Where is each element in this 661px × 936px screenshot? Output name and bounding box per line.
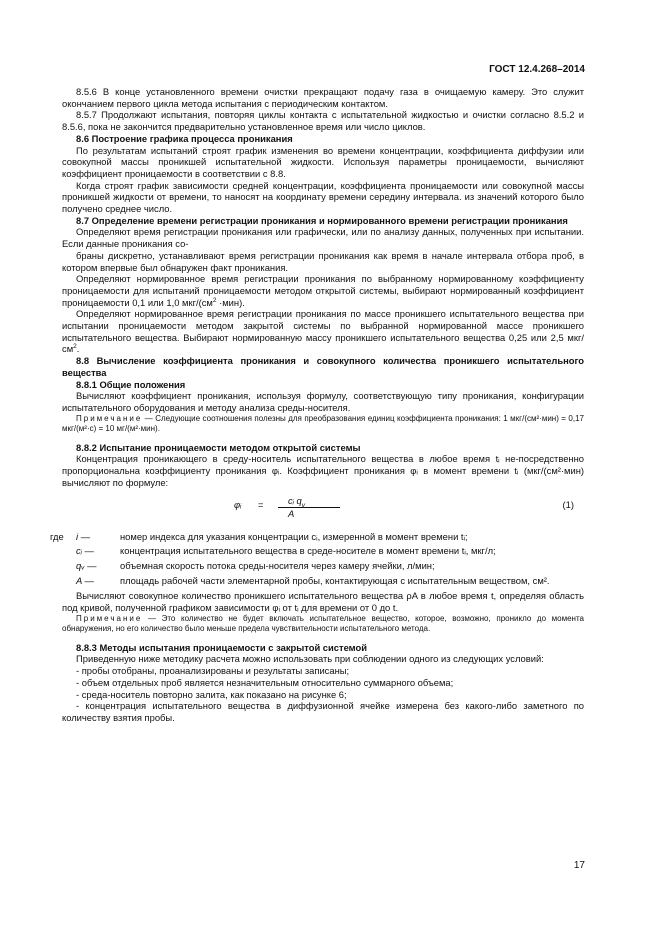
definition-item: A — площадь рабочей части элементарной пробы, контактирующая с испытательным веществом, см². — [76, 574, 550, 586]
list-item: - среда-носитель повторно залита, как показано на рисунке 6; — [76, 688, 347, 700]
paragraph-8-5-7: 8.5.7 Продолжают испытания, повторяя циклы контакта с испытательной жидкостью и очистки согласно 8.5.2 и 8.5.6, пока не закончится предварительно установленное время или число циклов. — [62, 109, 584, 133]
standard-header: ГОСТ 12.4.268–2014 — [489, 64, 585, 75]
note-detection: Примечание — Это количество не будет включать испытательное вещество, которое, возможно, проникло до момента обнаружения, но его количество было меньше предела чувствительности испытательного метода. — [62, 613, 584, 633]
formula-number: (1) — [562, 498, 574, 510]
paragraph-open-system: Концентрация проникающего в среду-носитель испытательного вещества в любое время tᵢ не-посредственно пропорциональна коэффициенту проникания φᵢ. Коэффициент проникания φᵢ в момент времени tᵢ (мкг/(см²·мин) вычисляют по формуле: — [62, 453, 584, 488]
heading-8-8-2: 8.8.2 Испытание проницаемости методом открытой системы — [76, 441, 361, 453]
paragraph-detection-2: браны дискретно, устанавливают время регистрации проникания как время в начале интервала отбора проб, в котором впервые был обнаружен факт проникания. — [62, 249, 584, 273]
definitions-list — [50, 530, 584, 587]
paragraph-general: Вычисляют коэффициент проникания, используя формулу, соответствующую типу проникания, конфигурации испытательного оборудования и методу анализа среды-носителя. — [62, 390, 584, 413]
formula-1 — [62, 495, 584, 525]
paragraph-closed-system: Приведенную ниже методику расчета можно использовать при соблюдении одного из следующих условий: — [76, 653, 544, 665]
paragraph-graph-2: Когда строят график зависимости средней концентрации, коэффициента проницаемости или совокупной массы проникшей жидкости от времени, то наносят на координату времени середину интервала. из значений которого было получено среднее число. — [62, 179, 584, 215]
document-body — [50, 86, 584, 724]
heading-8-8-1: 8.8.1 Общие положения — [76, 378, 186, 390]
formula-fraction — [278, 495, 340, 520]
note-units: Примечание — Следующие соотношения полезны для преобразования единиц коэффициента проникания: 1 мкг/(см²·мин) = 0,17 мкг/(м²·с) = 10 мг/(м²·мин). — [62, 413, 584, 433]
heading-8-6: 8.6 Построение графика процесса проникания — [76, 132, 293, 144]
heading-8-8: 8.8 Вычисление коэффициента проникания и совокупного количества проникшего испытательного вещества — [62, 355, 584, 378]
heading-8-7: 8.7 Определение времени регистрации проникания и нормированного времени регистрации проникания — [76, 214, 568, 226]
paragraph-graph-1: По результатам испытаний строят график изменения во времени концентрации, коэффициента диффузии или совокупной массы проникшей испытательной жидкости. Используя параметры проницаемости, вычисляют коэффициент проницаемости в соответствии с 8.8. — [62, 144, 584, 179]
heading-8-8-3: 8.8.3 Методы испытания проницаемости с закрытой системой — [76, 641, 367, 653]
paragraph-normalized-closed: Определяют нормированное время регистрации проникания по массе проникшего испытательного вещества при испытании проницаемости методом закрытой системы по выбранной нормированной массе проникшего испытательного вещества. Выбирают нормированную массу проникшего испытательного вещества 0,25 или 2,5 мкг/$см^2$. — [62, 308, 584, 355]
list-item: - концентрация испытательного вещества в диффузионной ячейке измерена без какого-либо заметного по количеству взятия пробы. — [62, 700, 584, 723]
formula-lhs: φᵢ — [234, 498, 242, 510]
formula-denominator: A — [288, 508, 295, 520]
formula-equals: = — [258, 498, 264, 510]
definition-item: qᵥ — объемная скорость потока среды-носителя через камеру ячейки, л/мин; — [76, 559, 435, 571]
definition-item: cᵢ — концентрация испытательного вещества в среде-носителе в момент времени tᵢ, мкг/л; — [76, 545, 496, 557]
paragraph-normalized-open: Определяют нормированное время регистрации проникания по выбранному нормированному коэффициенту проницаемости для испытаний проницаемости методом открытой системы, выбирают нормированный коэффициент проницаемости 0,1 или 1,0 мкг/$(см^2 \cdot мин)$. — [62, 273, 584, 308]
paragraph-8-5-6: 8.5.6 В конце установленного времени очистки прекращают подачу газа в очищаемую камеру. Это служит окончанием первого цикла метода испытания с периодическим контактом. — [62, 86, 584, 109]
paragraph-cumulative: Вычисляют совокупное количество проникшего испытательного вещества ρA в любое время t, определяя область под кривой, полученной графиком зависимости φᵢ от tᵢ для времени от 0 до t. — [62, 590, 584, 614]
list-item: - пробы отобраны, проанализированы и результаты записаны; — [76, 665, 350, 677]
definition-item: где i — номер индекса для указания концентрации cᵢ, измеренной в момент времени tᵢ; — [50, 530, 468, 542]
page-number: 17 — [573, 860, 585, 871]
list-item: - объем отдельных проб является незначительным относительно суммарного объема; — [76, 676, 454, 688]
formula-numerator: cᵢ $q_v$ — [288, 494, 305, 509]
paragraph-detection-1: Определяют время регистрации проникания или графически, или по анализу данных, полученных при испытании. Если данные проникания со- — [62, 226, 584, 250]
